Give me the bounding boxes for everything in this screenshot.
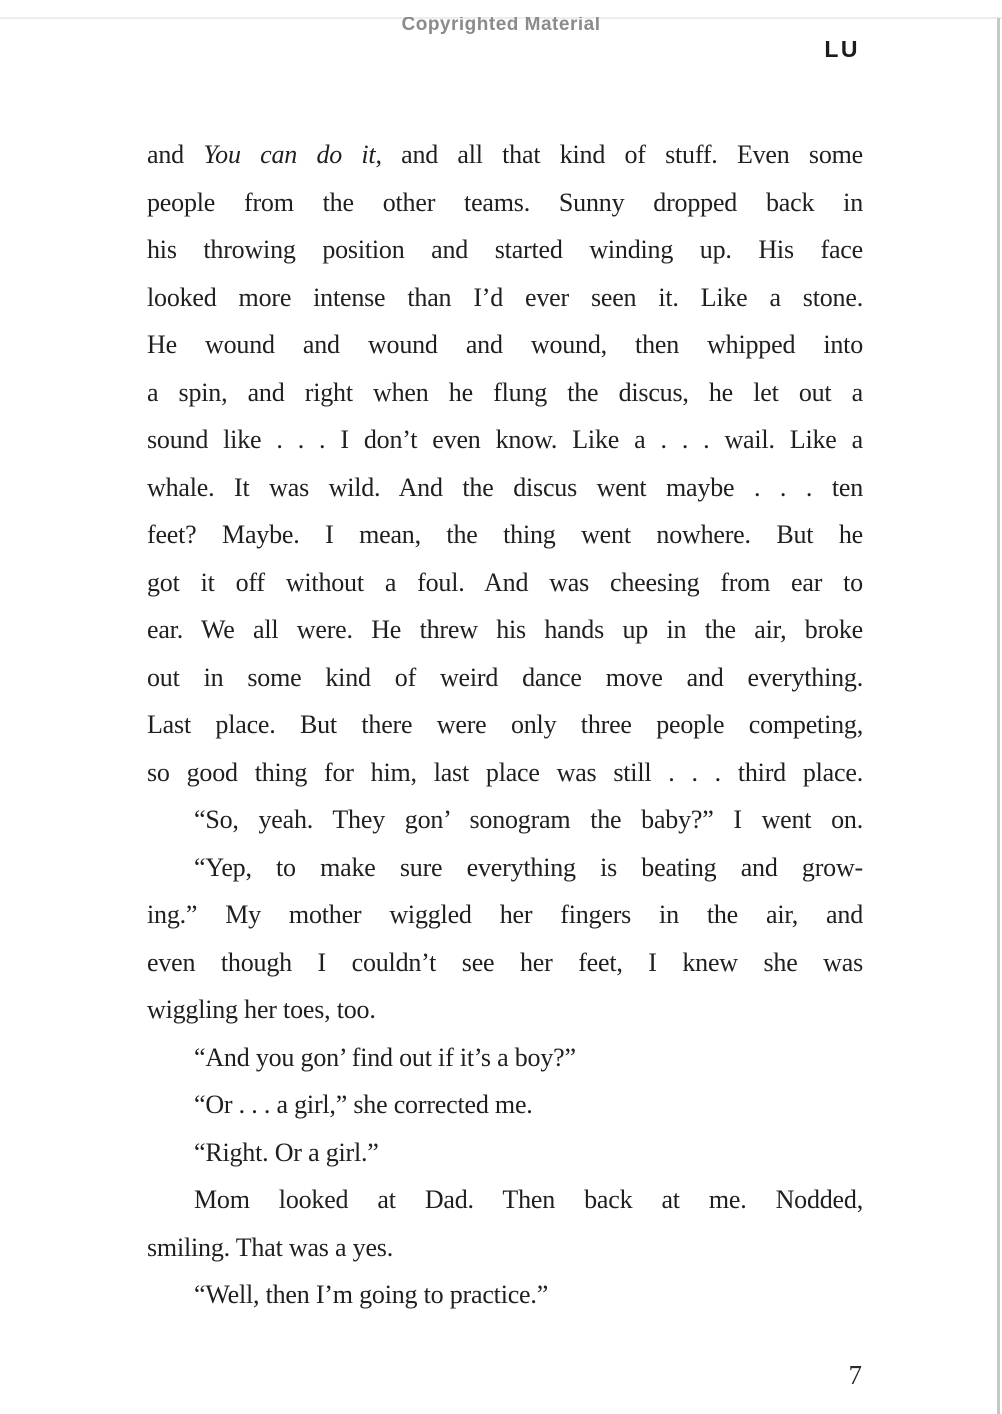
text-line — [147, 749, 863, 797]
page-edge-right — [997, 18, 1000, 1414]
text-line — [147, 464, 863, 512]
text-segment: “And you gon’ find out if it’s a boy?” — [194, 1042, 576, 1072]
text-line — [147, 369, 863, 417]
text-line — [147, 416, 863, 464]
text-line — [147, 1271, 863, 1319]
text-segment: “Yep, to make sure everything is beating and grow- — [194, 852, 863, 882]
text-line — [147, 511, 863, 559]
text-segment: whale. It was wild. And the discus went maybe . . . ten — [147, 472, 863, 502]
text-line — [147, 1081, 863, 1129]
text-line — [147, 654, 863, 702]
text-segment: looked more intense than I’d ever seen it. Like a stone. — [147, 282, 863, 312]
page-number: 7 — [848, 1360, 862, 1390]
text-line — [147, 891, 863, 939]
text-line — [147, 1224, 863, 1272]
text-line — [147, 1129, 863, 1177]
text-segment: Mom looked at Dad. Then back at me. Nodded, — [194, 1185, 863, 1214]
text-line — [147, 796, 863, 844]
text-line — [147, 1034, 863, 1082]
text-segment: He wound and wound and wound, then whipped into — [147, 330, 863, 359]
text-line — [147, 606, 863, 654]
text-segment: ear. We all were. He threw his hands up in the air, broke — [147, 615, 863, 644]
text-line — [147, 274, 863, 322]
text-line — [147, 179, 863, 227]
text-segment: sound like . . . I don’t even know. Like a . . . wail. Like a — [147, 425, 863, 454]
text-segment: ing.” My mother wiggled her fingers in the air, and — [147, 900, 863, 929]
text-segment: , and all that kind of stuff. Even some — [375, 140, 863, 169]
text-segment: “So, yeah. They gon’ sonogram the baby?” I went on. — [194, 805, 863, 834]
text-line — [147, 1176, 863, 1224]
copyright-notice: Copyrighted Material — [401, 17, 601, 35]
text-segment: “Well, then I’m going to practice.” — [194, 1280, 549, 1309]
text-line — [147, 321, 863, 369]
text-segment: Last place. But there were only three people competing, — [147, 710, 863, 739]
text-line — [147, 986, 863, 1034]
text-segment: smiling. That was a yes. — [147, 1232, 394, 1262]
text-segment: “Right. Or a girl.” — [194, 1137, 379, 1167]
text-line — [147, 226, 863, 274]
text-line — [147, 559, 863, 607]
italic-text-segment: You can do it — [203, 140, 376, 169]
text-segment: and — [147, 140, 204, 169]
text-segment: got it off without a foul. And was cheesing from ear to — [147, 567, 863, 597]
text-segment: people from the other teams. Sunny dropped back in — [147, 187, 863, 217]
text-segment: his throwing position and started winding up. His face — [147, 235, 863, 264]
text-line — [147, 701, 863, 749]
text-line — [147, 844, 863, 892]
text-line — [147, 131, 863, 179]
text-segment: even though I couldn’t see her feet, I knew she was — [147, 947, 863, 977]
text-segment: “Or . . . a girl,” she corrected me. — [194, 1090, 533, 1119]
running-header-title: LU — [824, 36, 860, 62]
text-line — [147, 939, 863, 987]
text-segment: out in some kind of weird dance move and everything. — [147, 662, 863, 692]
text-segment: a spin, and right when he flung the discus, he let out a — [147, 377, 863, 407]
text-segment: so good thing for him, last place was still . . . third place. — [147, 757, 863, 787]
text-segment: feet? Maybe. I mean, the thing went nowhere. But he — [147, 520, 863, 549]
text-segment: wiggling her toes, too. — [147, 995, 376, 1024]
body-text — [147, 131, 863, 1319]
